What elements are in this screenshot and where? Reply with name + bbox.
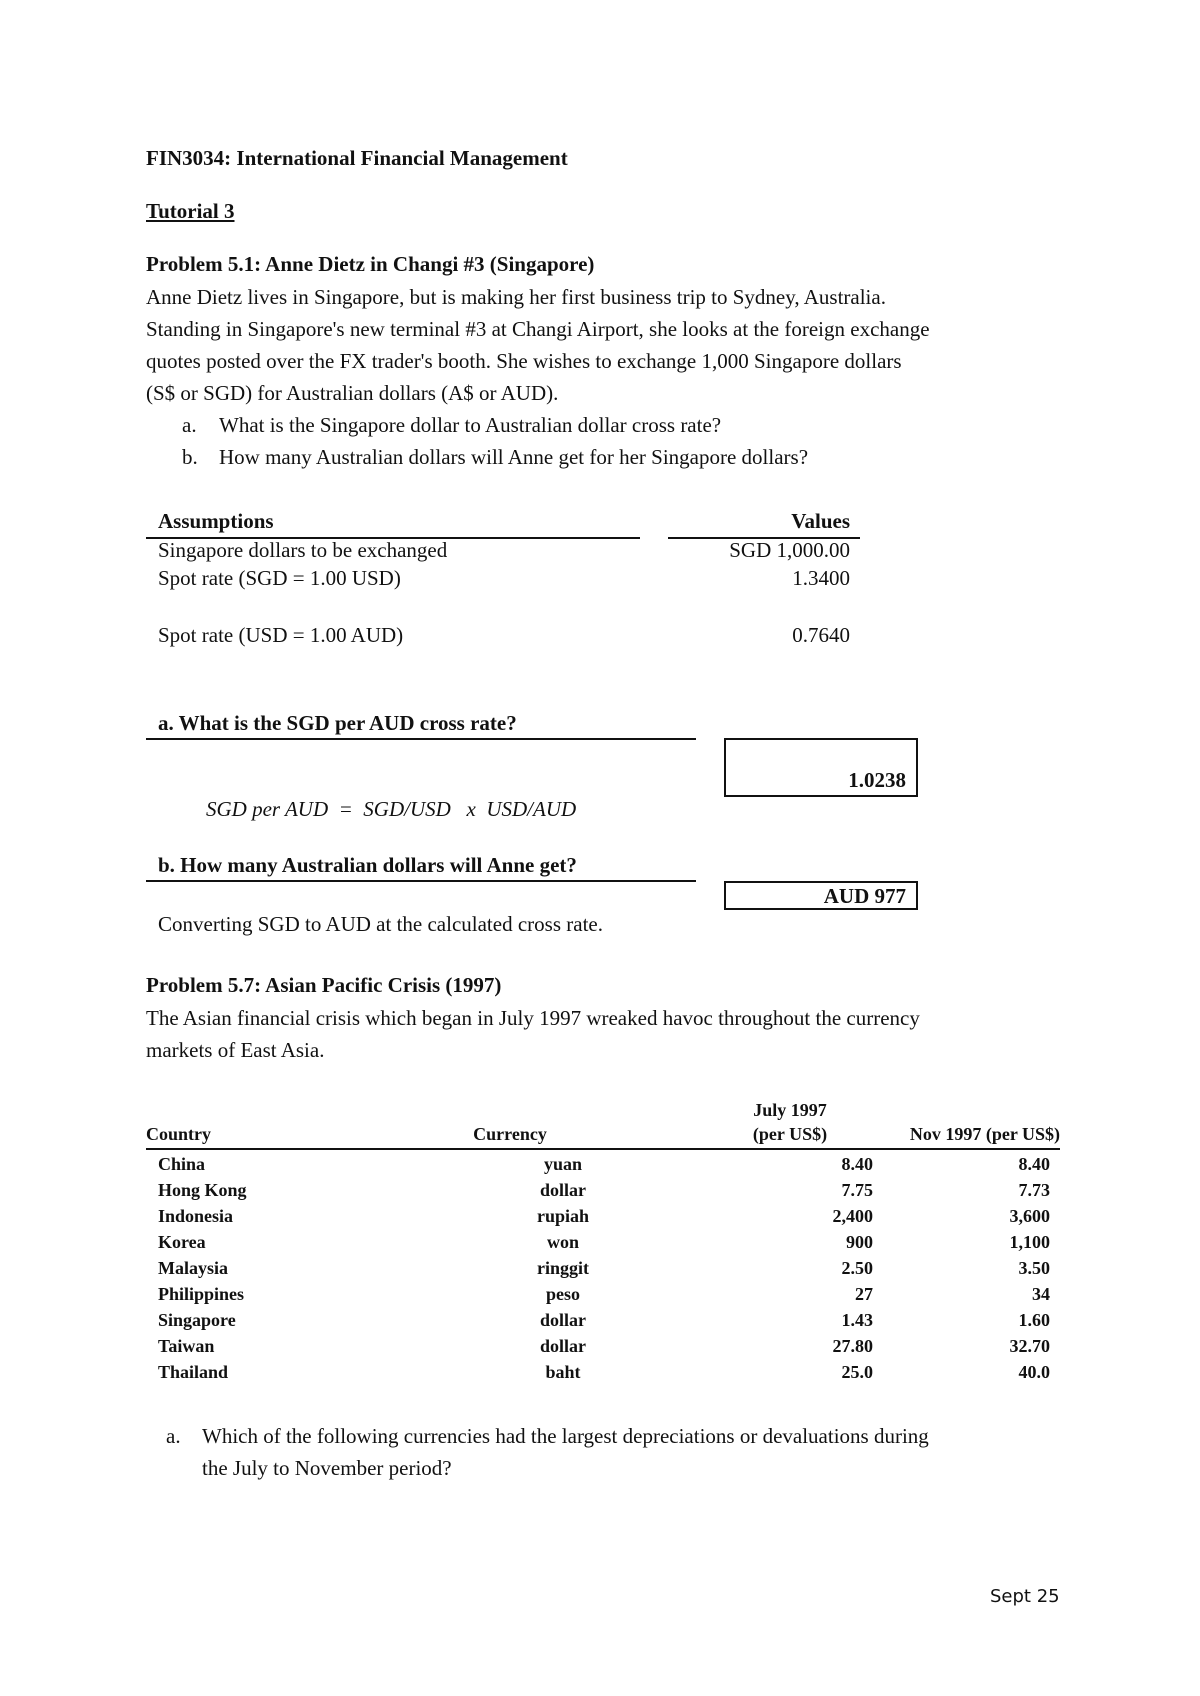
currency-cell: baht	[545, 1362, 581, 1382]
currency-cell: won	[546, 1232, 579, 1252]
july-rate-cell: 2.50	[841, 1258, 873, 1278]
country-cell: Thailand	[158, 1362, 229, 1382]
table-row	[158, 1359, 1050, 1385]
question-text	[202, 1420, 929, 1484]
body-line: markets of East Asia.	[146, 1038, 325, 1062]
values-header: Values	[791, 509, 850, 533]
currency-cell: yuan	[543, 1154, 583, 1174]
nov-rate-cell: 1.60	[1018, 1310, 1050, 1330]
country-cell: Malaysia	[158, 1258, 228, 1278]
assumption-label: Singapore dollars to be exchanged	[158, 538, 448, 562]
body-line: Standing in Singapore's new terminal #3 at Changi Airport, she looks at the foreign exchange	[146, 317, 930, 341]
col-currency: Currency	[473, 1124, 547, 1144]
fx-table-body	[158, 1151, 1050, 1385]
table-row	[158, 1307, 1050, 1333]
country-cell: Indonesia	[158, 1206, 234, 1226]
problem-1-title: Problem 5.1: Anne Dietz in Changi #3 (Singapore)	[146, 252, 595, 276]
table-row	[158, 1281, 1050, 1307]
nov-rate-cell: 32.70	[1009, 1336, 1050, 1356]
july-rate-cell: 25.0	[841, 1362, 873, 1382]
currency-cell: dollar	[539, 1310, 586, 1330]
part-b-heading: b. How many Australian dollars will Anne get?	[158, 853, 577, 877]
problem-1-body	[146, 281, 1106, 409]
nov-rate-cell: 3.50	[1018, 1258, 1050, 1278]
part-a-answer-box	[724, 738, 918, 797]
part-b-note: Converting SGD to AUD at the calculated cross rate.	[158, 912, 603, 936]
tutorial-title: Tutorial 3	[146, 199, 235, 223]
part-a-rule	[146, 738, 696, 740]
question-a	[166, 1420, 1066, 1484]
currency-cell: dollar	[539, 1180, 586, 1200]
part-b-answer-box	[724, 881, 918, 910]
body-line: The Asian financial crisis which began in July 1997 wreaked havoc throughout the currency	[146, 1006, 920, 1030]
country-cell: China	[158, 1154, 206, 1174]
table-row	[158, 1151, 1050, 1177]
col-july-line1: July 1997	[753, 1100, 827, 1120]
part-a-answer: 1.0238	[848, 768, 906, 792]
table-row	[158, 1229, 1050, 1255]
july-rate-cell: 8.40	[841, 1154, 873, 1174]
table-row	[158, 1203, 1050, 1229]
cross-rate-formula: SGD per AUD = SGD/USD x USD/AUD	[206, 797, 577, 821]
nov-rate-cell: 7.73	[1018, 1180, 1050, 1200]
body-line: Anne Dietz lives in Singapore, but is making her first business trip to Sydney, Australia.	[146, 285, 886, 309]
question-b	[182, 441, 808, 473]
nov-rate-cell: 1,100	[1009, 1232, 1050, 1252]
country-cell: Singapore	[158, 1310, 236, 1330]
question-text: How many Australian dollars will Anne get for her Singapore dollars?	[219, 445, 809, 469]
table-row	[158, 1177, 1050, 1203]
assumption-value: 0.7640	[792, 623, 850, 647]
part-b-answer: AUD 977	[823, 884, 906, 908]
july-rate-cell: 7.75	[841, 1180, 873, 1200]
nov-rate-cell: 40.0	[1018, 1362, 1050, 1382]
table-header-rule	[146, 1148, 1060, 1150]
nov-rate-cell: 3,600	[1009, 1206, 1050, 1226]
nov-rate-cell: 34	[1032, 1284, 1050, 1304]
table-row	[158, 1255, 1050, 1281]
assumption-label: Spot rate (SGD = 1.00 USD)	[158, 566, 401, 590]
currency-cell: rupiah	[536, 1206, 590, 1226]
assumption-label: Spot rate (USD = 1.00 AUD)	[158, 623, 404, 647]
july-rate-cell: 900	[846, 1232, 873, 1252]
col-country: Country	[146, 1124, 212, 1144]
course-title: FIN3034: International Financial Management	[146, 146, 568, 170]
part-a-heading: a. What is the SGD per AUD cross rate?	[158, 711, 517, 735]
july-rate-cell: 2,400	[832, 1206, 873, 1226]
list-marker: a.	[182, 413, 197, 437]
country-cell: Philippines	[158, 1284, 245, 1304]
currency-cell: dollar	[539, 1336, 586, 1356]
question-line: the July to November period?	[202, 1456, 452, 1480]
country-cell: Korea	[158, 1232, 206, 1252]
col-july-line2: (per US$)	[752, 1124, 828, 1144]
assumption-value: SGD 1,000.00	[729, 538, 850, 562]
list-marker: a.	[166, 1424, 181, 1448]
question-text: What is the Singapore dollar to Australian dollar cross rate?	[219, 413, 722, 437]
currency-cell: ringgit	[537, 1258, 589, 1278]
problem-2-title: Problem 5.7: Asian Pacific Crisis (1997)	[146, 973, 502, 997]
part-b-rule	[146, 880, 696, 882]
page-footer: Sept 25	[990, 1586, 1060, 1607]
problem-2-body	[146, 1002, 1106, 1066]
assumptions-header: Assumptions	[158, 509, 274, 533]
currency-cell: peso	[545, 1284, 580, 1304]
fx-table	[158, 1151, 1050, 1385]
country-cell: Hong Kong	[158, 1180, 247, 1200]
question-a	[182, 409, 808, 441]
question-line: Which of the following currencies had the largest depreciations or devaluations during	[202, 1424, 929, 1448]
assumption-value: 1.3400	[792, 566, 850, 590]
body-line: quotes posted over the FX trader's booth. She wishes to exchange 1,000 Singapore dollars	[146, 349, 902, 373]
july-rate-cell: 1.43	[841, 1310, 873, 1330]
list-marker: b.	[182, 445, 198, 469]
table-row	[158, 1333, 1050, 1359]
col-nov: Nov 1997 (per US$)	[909, 1124, 1060, 1144]
nov-rate-cell: 8.40	[1018, 1154, 1050, 1174]
body-line: (S$ or SGD) for Australian dollars (A$ or AUD).	[146, 381, 559, 405]
problem-1-questions	[182, 409, 808, 473]
country-cell: Taiwan	[158, 1336, 215, 1356]
july-rate-cell: 27	[855, 1284, 873, 1304]
problem-2-question-a	[166, 1420, 1066, 1484]
july-rate-cell: 27.80	[832, 1336, 873, 1356]
